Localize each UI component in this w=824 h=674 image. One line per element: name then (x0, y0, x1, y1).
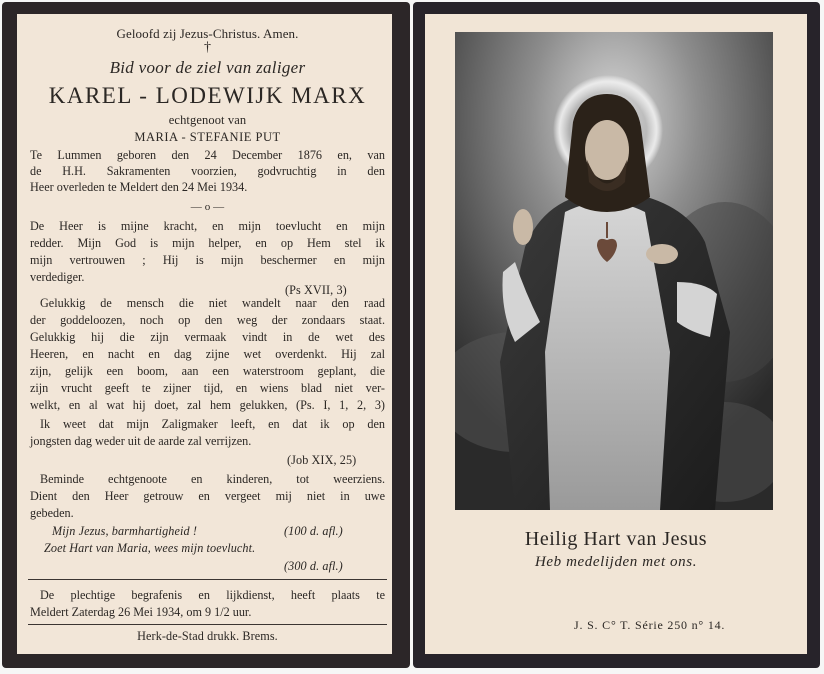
psalm-line: Gelukkig de mensch die niet wandelt naar den raad (40, 296, 385, 310)
bio-line: Te Lummen geboren den 24 December 1876 en, van (30, 148, 385, 162)
psalm-line: der goddeloozen, noch op den weg der zondaars staat. (30, 313, 385, 327)
psalm-line: welkt, en al wat hij doet, zal hem gelukken, (Ps. I, 1, 2, 3) (30, 398, 385, 412)
cross-symbol: † (204, 40, 211, 55)
invocation: Mijn Jezus, barmhartigheid ! (52, 524, 197, 538)
divider (28, 579, 387, 580)
indulgence: (100 d. afl.) (284, 524, 343, 538)
divider (28, 624, 387, 625)
deceased-name: KAREL - LODEWIJK MARX (48, 83, 367, 108)
psalm-line: mijn vertrouwen ; Hij is mijn beschermer en mijn (30, 253, 385, 267)
spouse-name: MARIA - STEFANIE PUT (134, 130, 281, 144)
farewell-line: Dient den Heer getrouw en vergeet mij niet in uwe (30, 489, 385, 503)
psalm-line: redder. Mijn God is mijn helper, en op Hem stel ik (30, 236, 385, 250)
farewell-line: Beminde echtgenoote en kinderen, tot weerziens. (40, 472, 385, 486)
psalm-line: zijn, gelijk een boom, aan een waterstroom geplant, die (30, 364, 385, 378)
image-subtitle: Heb medelijden met ons. (534, 554, 698, 570)
indulgence: (300 d. afl.) (284, 559, 343, 573)
sacred-heart-image (455, 32, 773, 510)
series-number: J. S. C° T. Série 250 n° 14. (574, 618, 726, 632)
invocation: Zoet Hart van Maria, wees mijn toevlucht. (44, 541, 256, 555)
header-text: Geloofd zij Jezus-Christus. Amen. (116, 26, 299, 41)
job-line: Ik weet dat mijn Zaligmaker leeft, en dat ik op den (40, 417, 385, 431)
psalm-line: zijn vrucht geeft te zijner tijd, en wiens blad niet ver- (30, 381, 385, 395)
bio-line: de H.H. Sakramenten voorzien, godvruchtig in den (30, 164, 385, 178)
psalm-reference: (Ps XVII, 3) (285, 283, 347, 297)
psalm-line: verdediger. (30, 270, 85, 284)
prayer-request: Bid voor de ziel van zaliger (109, 58, 306, 77)
farewell-line: gebeden. (30, 506, 74, 520)
funeral-line: Meldert Zaterdag 26 Mei 1934, om 9 1/2 uur. (30, 605, 252, 619)
spouse-intro: echtgenoot van (168, 113, 247, 127)
job-reference: (Job XIX, 25) (287, 453, 357, 467)
funeral-line: De plechtige begrafenis en lijkdienst, heeft plaats te (40, 588, 385, 602)
psalm-line: De Heer is mijne kracht, en mijn toevlucht en mijn (30, 219, 385, 233)
psalm-line: Heeren, en nacht en dag zijne wet overdenkt. Hij zal (30, 347, 385, 361)
bio-line: Heer overleden te Meldert den 24 Mei 1934. (30, 180, 248, 194)
job-line: jongsten dag weder uit de aarde zal verrijzen. (30, 434, 252, 448)
psalm-line: Gelukkig hij die zijn vermaak vindt in de wet des (30, 330, 385, 344)
image-title: Heilig Hart van Jesus (524, 528, 708, 550)
printer-credit: Herk-de-Stad drukk. Brems. (137, 629, 278, 643)
separator: — o — (190, 201, 225, 213)
